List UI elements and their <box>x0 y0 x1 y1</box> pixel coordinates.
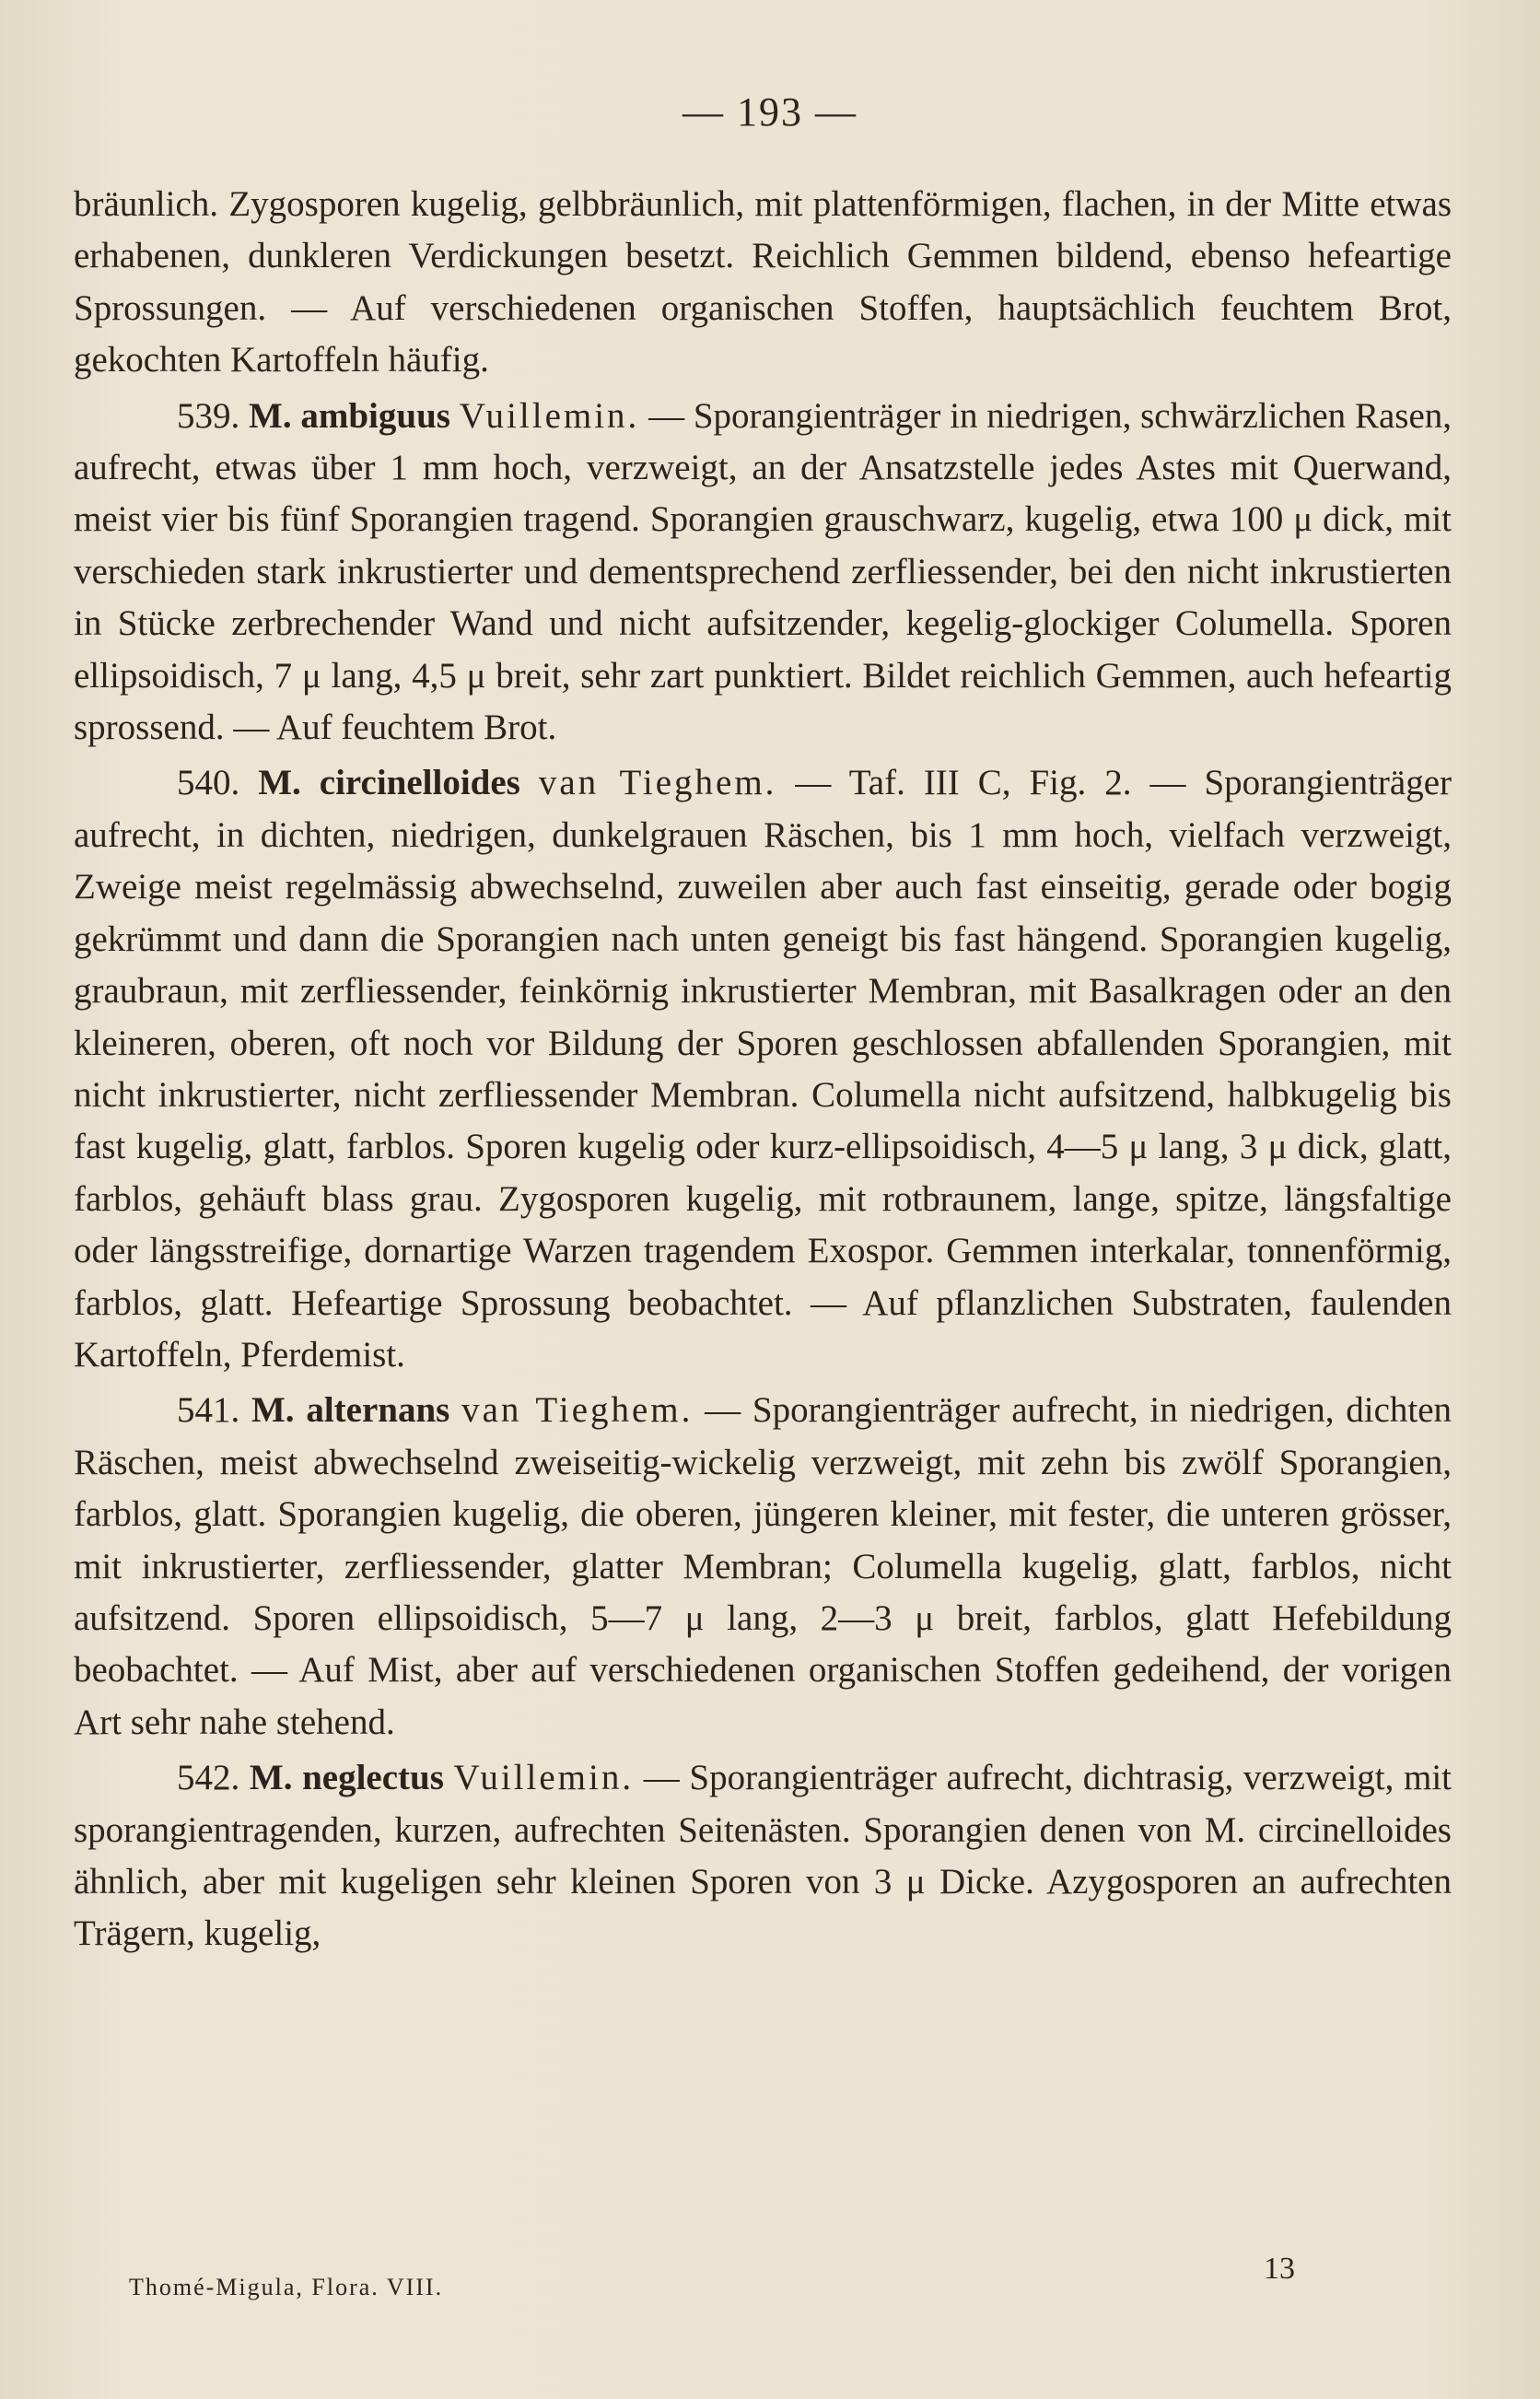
entry-number: 540. <box>177 763 240 803</box>
entry-author: van Tieghem. <box>538 763 777 803</box>
entry-genus: M. <box>258 763 301 803</box>
entry-number: 541. <box>177 1390 240 1431</box>
footer-book-title: Thomé-Migula, Flora. VIII. <box>129 2274 444 2300</box>
intro-paragraph: bräunlich. Zygosporen kugelig, gelbbräunlich, mit plattenförmigen, flachen, in der Mitte etwas erhabenen, dunkleren Verdickungen besetzt. Reichlich Gemmen bildend, ebenso hefeartige Sprossungen. — Auf verschiedenen organischen Stoffen, hauptsächlich feuchtem Brot, gekochten Kartoffeln häufig. <box>74 184 1452 380</box>
entry-species: circinelloides <box>319 763 520 803</box>
footer-signature-mark: 13 <box>1264 2252 1295 2286</box>
entry-species: neglectus <box>302 1758 444 1798</box>
entry-number: 542. <box>177 1758 240 1798</box>
entry-540 <box>74 757 1452 1381</box>
page-number: — 193 — <box>682 89 858 135</box>
entry-description: — Sporangienträger in niedrigen, schwärzlichen Rasen, aufrecht, etwas über 1 mm hoch, verzweigt, an der Ansatzstelle jedes Astes mit Querwand, meist vier bis fünf Sporangien tragend. Sporangien grauschwarz, kugelig, etwa 100 μ dick, mit verschieden stark inkrustierter und dementsprechend zerfliessender, bei den nicht inkrustierten in Stücke zerbrechender Wand und nicht aufsitzender, kegelig-glockiger Columella. Sporen ellipsoidisch, 7 μ lang, 4,5 μ breit, sehr zart punktiert. Bildet reichlich Gemmen, auch hefeartig sprossend. — Auf feuchtem Brot. <box>74 395 1452 748</box>
entry-author: Vuillemin. <box>453 1758 635 1798</box>
entry-author: Vuillemin. <box>459 395 640 436</box>
entry-genus: M. <box>249 395 292 436</box>
entry-description: — Sporangienträger aufrecht, in niedrigen, dichten Räschen, meist abwechselnd zweiseitig-wickelig verzweigt, mit zehn bis zwölf Sporangien, farblos, glatt. Sporangien kugelig, die oberen, jüngeren kleiner, mit fester, die unteren grösser, mit inkrustierter, zerfliessender, glatter Membran; Columella kugelig, glatt, farblos, nicht aufsitzend. Sporen ellipsoidisch, 5—7 μ lang, 2—3 μ breit, farblos, glatt Hefebildung beobachtet. — Auf Mist, aber auf verschiedenen organischen Stoffen gedeihend, der vorigen Art sehr nahe stehend. <box>74 1390 1452 1742</box>
entry-genus: M. <box>249 1758 293 1798</box>
entry-number: 539. <box>177 395 240 436</box>
entry-description: — Sporangienträger aufrecht, dichtrasig, verzweigt, mit sporangientragenden, kurzen, aufrechten Seitenästen. Sporangien denen von M. circinelloides ähnlich, aber mit kugeligen sehr kleinen Sporen von 3 μ Dicke. Azygosporen an aufrechten Trägern, kugelig, <box>74 1758 1452 1954</box>
entry-541 <box>74 1385 1452 1749</box>
entry-genus: M. <box>251 1390 295 1431</box>
entry-description: — Taf. III C, Fig. 2. — Sporangienträger aufrecht, in dichten, niedrigen, dunkelgrauen Räschen, bis 1 mm hoch, vielfach verzweigt, Zweige meist regelmässig abwechselnd, zuweilen aber auch fast einseitig, gerade oder bogig gekrümmt und dann die Sporangien nach unten geneigt bis fast hängend. Sporangien kugelig, graubraun, mit zerfliessender, feinkörnig inkrustierter Membran, mit Basalkragen oder an den kleineren, oberen, oft noch vor Bildung der Sporen geschlossen abfallenden Sporangien, mit nicht inkrustierter, nicht zerfliessender Membran. Columella nicht aufsitzend, halbkugelig bis fast kugelig, glatt, farblos. Sporen kugelig oder kurz-ellipsoidisch, 4—5 μ lang, 3 μ dick, glatt, farblos, gehäuft blass grau. Zygosporen kugelig, mit rotbraunem, lange, spitze, längsfaltige oder längsstreifige, dornartige Warzen tragendem Exospor. Gemmen interkalar, tonnenförmig, farblos, glatt. Hefeartige Sprossung beobachtet. — Auf pflanzlichen Substraten, faulenden Kartoffeln, Pferdemist. <box>74 763 1452 1375</box>
entry-author: van Tieghem. <box>461 1390 694 1431</box>
body-text <box>74 179 1452 1960</box>
entry-542 <box>74 1752 1452 1960</box>
entry-species: alternans <box>306 1390 450 1431</box>
entry-species: ambiguus <box>300 395 450 436</box>
entry-539 <box>74 391 1452 755</box>
